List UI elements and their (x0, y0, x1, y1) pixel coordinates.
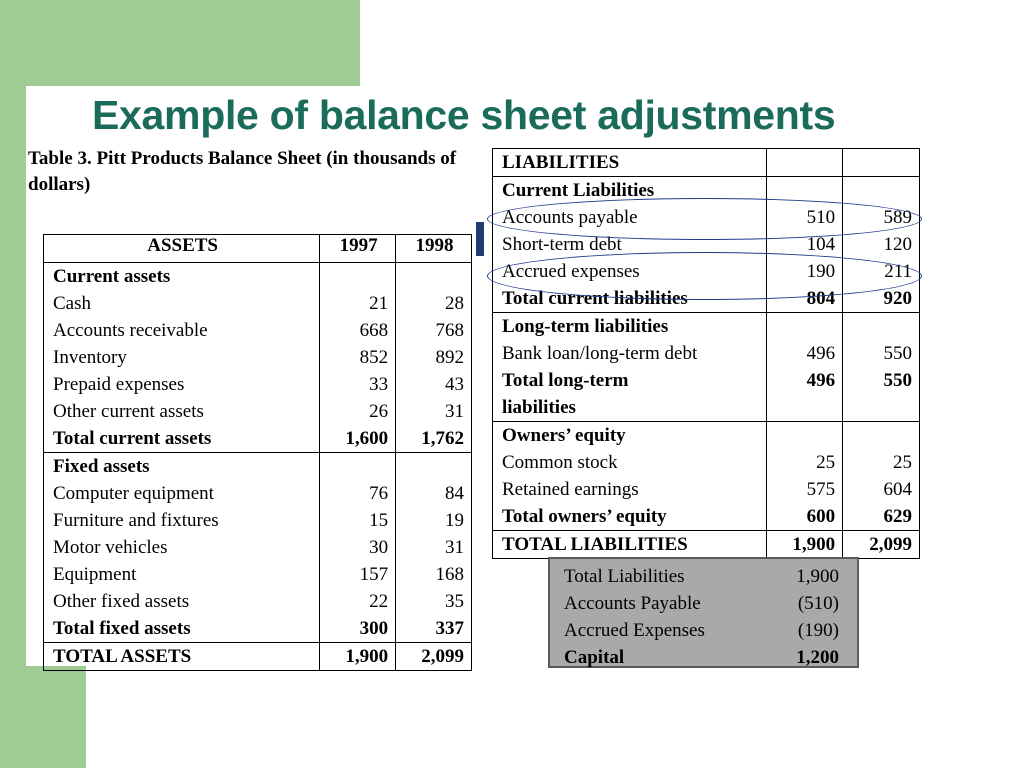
assets-header: ASSETS (44, 235, 320, 263)
row-label: Motor vehicles (53, 537, 168, 558)
summary-row (564, 590, 839, 617)
summary-row (564, 563, 839, 590)
row-value (405, 453, 464, 480)
row-value: 211 (884, 261, 912, 282)
liabilities-header-blank-1998 (843, 149, 920, 177)
row-label: Accounts payable (502, 207, 638, 228)
capital-summary-box (548, 557, 859, 668)
liabilities-header-blank-1997 (767, 149, 843, 177)
row-value (852, 313, 912, 340)
summary-label: Capital (564, 647, 625, 668)
row-label: Total long-term (502, 370, 629, 391)
row-value: 30 (369, 537, 389, 558)
row-label: Short-term debt (502, 234, 622, 255)
row-label: Cash (53, 293, 91, 314)
row-value: 31 (445, 401, 464, 422)
row-label: Accrued expenses (502, 261, 640, 282)
row-label: Equipment (53, 564, 137, 585)
row-value: 300 (359, 618, 389, 639)
row-value: 35 (445, 591, 464, 612)
current-assets-1997 (320, 263, 396, 453)
row-value: 31 (445, 537, 464, 558)
row-label: Fixed assets (53, 456, 150, 477)
row-label: Total current assets (53, 428, 212, 449)
row-value: 21 (369, 293, 389, 314)
row-label: Accounts receivable (53, 320, 208, 341)
row-value: 157 (359, 564, 389, 585)
accounts-payable-highlight (487, 198, 922, 240)
summary-value: 1,200 (796, 647, 839, 668)
row-value: 768 (435, 320, 464, 341)
fixed-assets-labels (44, 453, 320, 643)
year-1997-header: 1997 (320, 235, 396, 263)
row-value: 25 (816, 452, 836, 473)
content-panel-bottom (86, 660, 1024, 768)
accrued-expenses-highlight (487, 252, 922, 300)
longterm-liabilities-section (493, 313, 920, 422)
row-label: Inventory (53, 347, 127, 368)
row-label: Retained earnings (502, 479, 639, 500)
owners-equity-1998 (843, 422, 920, 531)
row-value: 15 (369, 510, 389, 531)
row-label: Owners’ equity (502, 425, 626, 446)
fixed-assets-1997 (320, 453, 396, 643)
row-value: 22 (369, 591, 389, 612)
total-assets-1997: 1,900 (320, 643, 396, 671)
row-value (776, 394, 835, 421)
total-liabilities-row (493, 531, 920, 559)
row-value: 337 (435, 618, 464, 639)
summary-label: Accrued Expenses (564, 620, 705, 641)
row-value (852, 394, 912, 421)
slide-title: Example of balance sheet adjustments (92, 92, 836, 138)
liabilities-header: LIABILITIES (493, 149, 767, 177)
owners-equity-1997 (767, 422, 843, 531)
total-assets-1998: 2,099 (396, 643, 472, 671)
row-value: 920 (883, 288, 912, 309)
row-value: 629 (883, 506, 912, 527)
year-1998-header: 1998 (396, 235, 472, 263)
longterm-liabilities-1997 (767, 313, 843, 422)
longterm-liabilities-1998 (843, 313, 920, 422)
row-value: 26 (369, 401, 389, 422)
table-caption: Table 3. Pitt Products Balance Sheet (in thousands of dollars) (28, 148, 457, 195)
current-assets-section (44, 263, 472, 453)
row-label: Total current liabilities (502, 288, 688, 309)
row-value: 168 (435, 564, 464, 585)
row-value: 668 (359, 320, 389, 341)
row-label: Other current assets (53, 401, 204, 422)
summary-value: (510) (797, 593, 839, 614)
row-label: Current assets (53, 266, 171, 287)
total-assets-label: TOTAL ASSETS (44, 643, 320, 671)
total-assets-row (44, 643, 472, 671)
row-value: 25 (893, 452, 912, 473)
summary-label: Accounts Payable (564, 593, 701, 614)
row-value: 575 (806, 479, 836, 500)
row-value: 496 (806, 343, 836, 364)
row-label: Furniture and fixtures (53, 510, 219, 531)
row-value: 104 (806, 234, 836, 255)
assets-table (43, 234, 472, 671)
summary-row (564, 617, 839, 644)
row-label: Current Liabilities (502, 180, 655, 201)
longterm-liabilities-labels (493, 313, 767, 422)
row-value (776, 313, 835, 340)
liabilities-header-row (493, 149, 920, 177)
row-value: 76 (369, 483, 389, 504)
row-label: Computer equipment (53, 483, 214, 504)
row-value (329, 453, 388, 480)
row-value: 1,600 (345, 428, 389, 449)
fixed-assets-1998 (396, 453, 472, 643)
current-assets-labels (44, 263, 320, 453)
row-value: 33 (369, 374, 389, 395)
row-label: liabilities (502, 397, 576, 418)
row-label: Long-term liabilities (502, 316, 669, 337)
slide-marker (476, 222, 484, 256)
row-value: 43 (445, 374, 464, 395)
row-value (852, 177, 912, 204)
summary-row (564, 644, 839, 671)
total-liabilities-1997: 1,900 (767, 531, 843, 559)
row-value: 604 (883, 479, 912, 500)
row-value: 589 (883, 207, 912, 228)
row-value: 120 (883, 234, 912, 255)
row-value: 1,762 (421, 428, 464, 449)
assets-header-row (44, 235, 472, 263)
row-value: 510 (806, 207, 836, 228)
row-value (329, 263, 388, 290)
row-value: 550 (883, 343, 912, 364)
row-value: 190 (806, 261, 836, 282)
row-label: Bank loan/long-term debt (502, 343, 698, 364)
row-label: Other fixed assets (53, 591, 190, 612)
fixed-assets-section (44, 453, 472, 643)
summary-value: 1,900 (796, 566, 839, 587)
row-value: 892 (435, 347, 464, 368)
owners-equity-labels (493, 422, 767, 531)
row-value (852, 422, 912, 449)
row-label: Total fixed assets (53, 618, 191, 639)
current-assets-1998 (396, 263, 472, 453)
row-value: 28 (445, 293, 464, 314)
row-value (405, 263, 464, 290)
row-value: 804 (806, 288, 836, 309)
total-liabilities-label: TOTAL LIABILITIES (493, 531, 767, 559)
summary-value: (190) (797, 620, 839, 641)
total-liabilities-1998: 2,099 (843, 531, 920, 559)
row-value: 84 (445, 483, 464, 504)
summary-label: Total Liabilities (564, 566, 685, 587)
row-value (776, 422, 835, 449)
owners-equity-section (493, 422, 920, 531)
row-label: Common stock (502, 452, 618, 473)
row-value: 852 (359, 347, 389, 368)
row-value: 19 (445, 510, 464, 531)
row-value: 600 (806, 506, 836, 527)
row-value: 550 (883, 370, 912, 391)
row-value: 496 (806, 370, 836, 391)
row-label: Prepaid expenses (53, 374, 185, 395)
row-label: Total owners’ equity (502, 506, 667, 527)
